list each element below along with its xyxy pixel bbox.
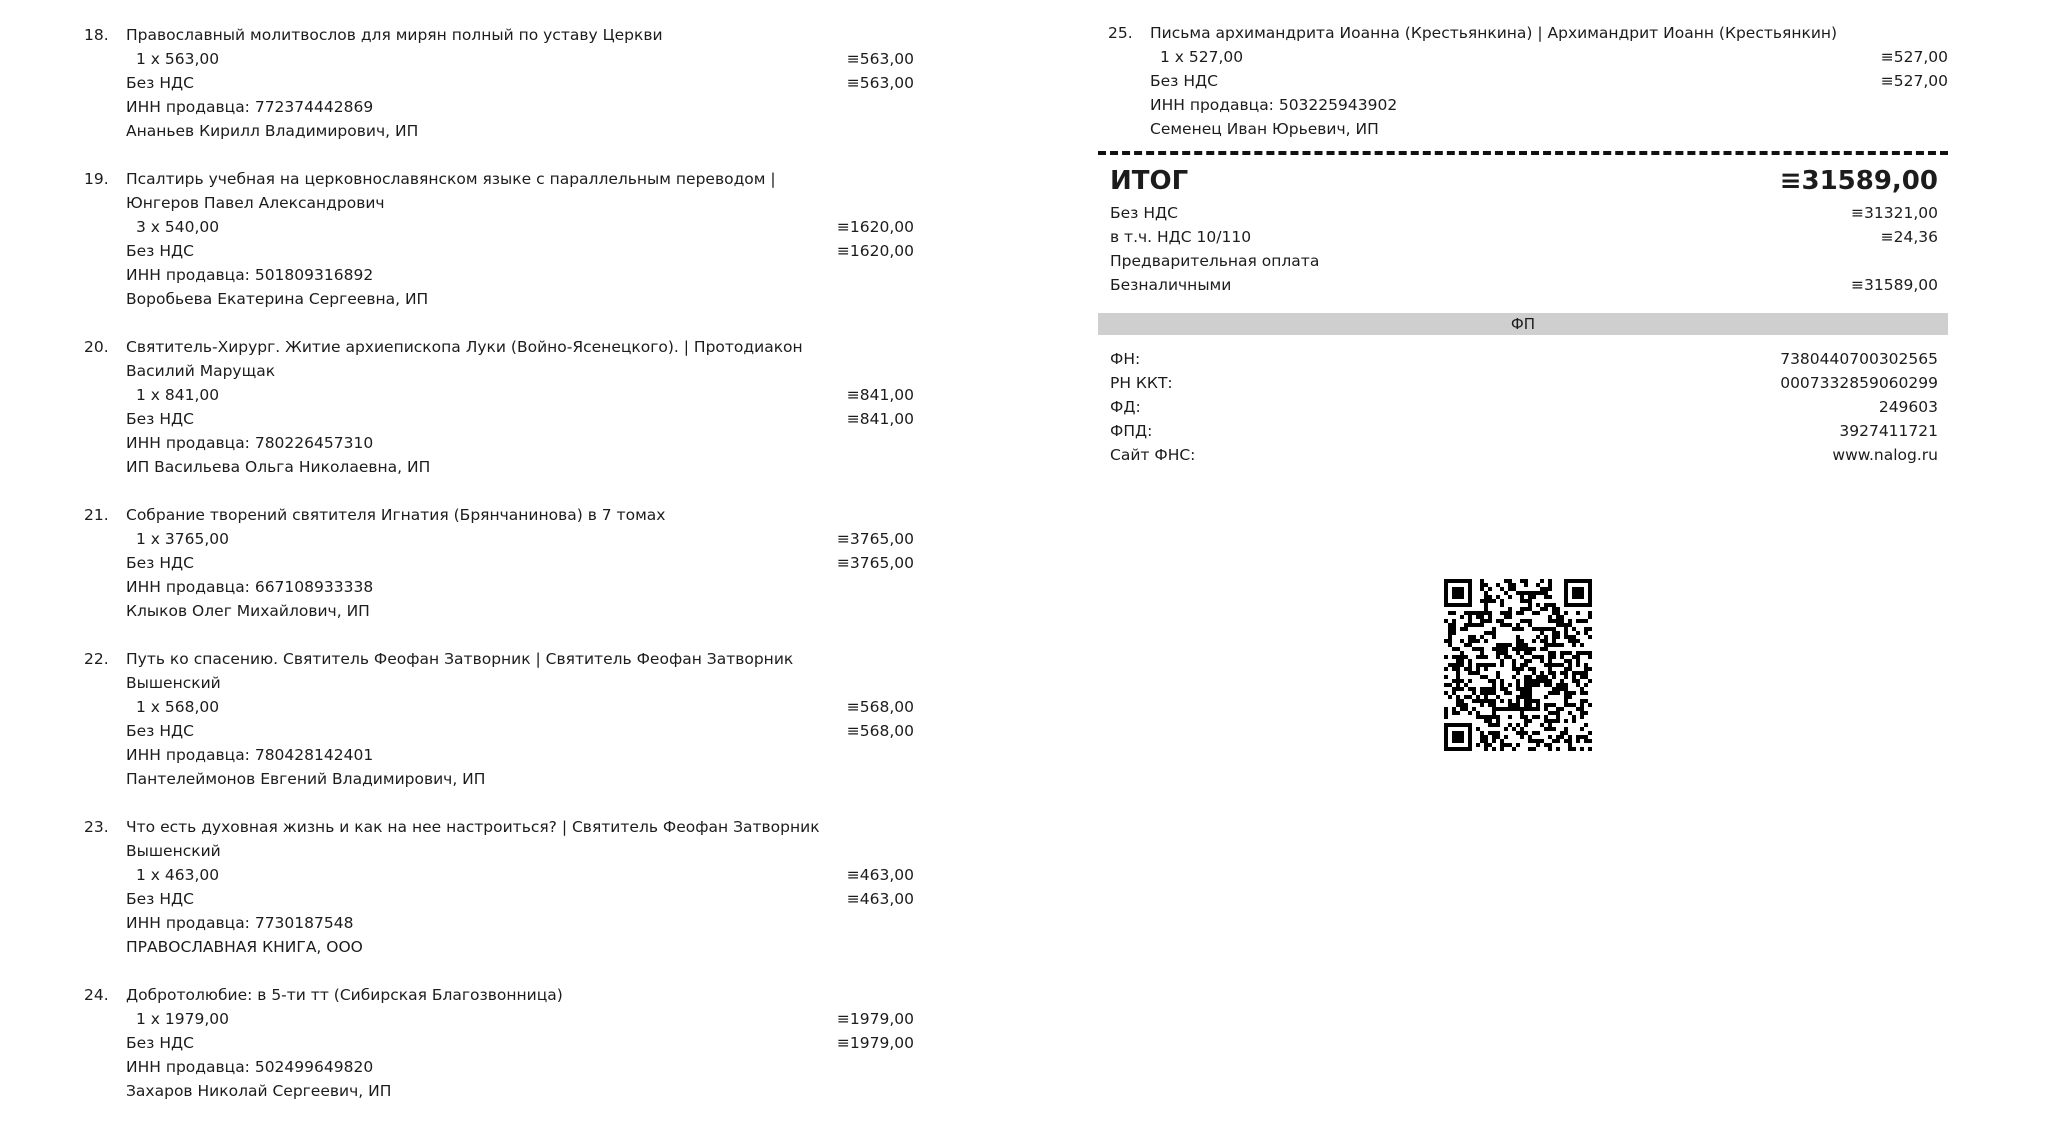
item-vat-sum: ≡563,00 [846,74,914,92]
vat-row: в т.ч. НДС 10/110 ≡24,36 [1110,228,1938,246]
item-seller-name: ПРАВОСЛАВНАЯ КНИГА, ООО [126,938,363,956]
item-vat-sum: ≡1620,00 [836,242,914,260]
fiscal-data-block [1110,347,1938,467]
item-vat-line [1108,69,1948,93]
item-seller-inn: ИНН продавца: 780226457310 [126,434,374,452]
qr-code-icon [1444,578,1592,752]
item-vat-label: Без НДС [1150,72,1218,90]
item-number: 21. [84,506,109,524]
item-quantity-sum: ≡3765,00 [836,530,914,548]
item-seller-name: ИП Васильева Ольга Николаевна, ИП [126,458,431,476]
item-quantity: 1 x 568,00 [136,698,220,716]
item-seller-inn: ИНН продавца: 772374442869 [126,98,374,116]
fiscal-row-fn: ФН: 7380440700302565 [1110,350,1938,368]
receipt-items-left [84,23,914,1127]
item-number: 20. [84,338,109,356]
item-quantity-sum: ≡1979,00 [836,1010,914,1028]
receipt-item-23 [84,815,914,959]
item-quantity-line [84,47,914,71]
item-vat-sum: ≡463,00 [846,890,914,908]
item-name: Письма архимандрита Иоанна (Крестьянкина) | Архимандрит Иоанн (Крестьянкин) [1150,24,1838,42]
item-seller-inn: ИНН продавца: 501809316892 [126,266,374,284]
item-seller-inn: ИНН продавца: 503225943902 [1150,96,1398,114]
item-name: Православный молитвослов для мирян полный по уставу Церкви [126,26,663,44]
receipt-item-24 [84,983,914,1103]
item-quantity: 1 x 563,00 [136,50,220,68]
item-quantity: 1 x 527,00 [1160,48,1244,66]
cashless-row: Безналичными ≡31589,00 [1110,276,1938,294]
totals-block [1110,161,1938,297]
item-seller-name: Захаров Николай Сергеевич, ИП [126,1082,392,1100]
total-row [1110,161,1938,201]
item-quantity: 1 x 1979,00 [136,1010,229,1028]
item-quantity: 3 x 540,00 [136,218,220,236]
receipt-item-18 [84,23,914,143]
item-vat-line [84,719,914,743]
item-vat-line [84,1031,914,1055]
receipt-item-19 [84,167,914,311]
item-number: 25. [1108,24,1133,42]
item-quantity-line [84,527,914,551]
item-quantity-line [84,863,914,887]
item-name: Святитель-Хирург. Житие архиепископа Луки (Войно-Ясенецкого). | Протодиакон Василий Марущак [126,338,803,380]
item-name: Псалтирь учебная на церковнославянском языке с параллельным переводом | Юнгеров Павел Александрович [126,170,776,212]
item-number: 22. [84,650,109,668]
fiscal-row-rn-kkt: РН ККТ: 0007332859060299 [1110,374,1938,392]
receipt-item-21 [84,503,914,623]
item-vat-sum: ≡1979,00 [836,1034,914,1052]
item-quantity-sum: ≡563,00 [846,50,914,68]
fiscal-row-fpd: ФПД: 3927411721 [1110,422,1938,440]
item-seller-inn: ИНН продавца: 7730187548 [126,914,354,932]
item-name: Собрание творений святителя Игнатия (Брянчанинова) в 7 томах [126,506,666,524]
item-quantity: 1 x 3765,00 [136,530,229,548]
item-vat-label: Без НДС [126,242,194,260]
receipt-item-22 [84,647,914,791]
item-seller-name: Пантелеймонов Евгений Владимирович, ИП [126,770,486,788]
fp-section-header: ФП [1098,313,1948,335]
item-quantity-sum: ≡841,00 [846,386,914,404]
item-quantity-sum: ≡527,00 [1880,48,1948,66]
dashed-divider [1098,151,1948,155]
receipt-summary-right [1098,21,1948,467]
receipt-item-25 [1108,21,1948,141]
item-vat-line [84,71,914,95]
item-name: Путь ко спасению. Святитель Феофан Затворник | Святитель Феофан Затворник Вышенский [126,650,794,692]
item-quantity-sum: ≡1620,00 [836,218,914,236]
item-seller-name: Клыков Олег Михайлович, ИП [126,602,370,620]
item-quantity-sum: ≡568,00 [846,698,914,716]
item-seller-inn: ИНН продавца: 667108933338 [126,578,374,596]
item-number: 19. [84,170,109,188]
item-name: Что есть духовная жизнь и как на нее настроиться? | Святитель Феофан Затворник Вышенский [126,818,820,860]
item-seller-name: Ананьев Кирилл Владимирович, ИП [126,122,419,140]
item-quantity-line [84,695,914,719]
item-quantity-line [84,1007,914,1031]
item-seller-inn: ИНН продавца: 502499649820 [126,1058,374,1076]
item-vat-label: Без НДС [126,74,194,92]
item-vat-label: Без НДС [126,1034,194,1052]
item-name: Добротолюбие: в 5-ти тт (Сибирская Благозвонница) [126,986,563,1004]
item-quantity-sum: ≡463,00 [846,866,914,884]
item-vat-line [84,407,914,431]
prepayment-row: Предварительная оплата [1110,252,1320,270]
item-quantity-line [1108,45,1948,69]
item-seller-name: Семенец Иван Юрьевич, ИП [1150,120,1379,138]
item-quantity: 1 x 463,00 [136,866,220,884]
item-quantity: 1 x 841,00 [136,386,220,404]
item-quantity-line [84,215,914,239]
item-vat-sum: ≡568,00 [846,722,914,740]
total-value: ≡31589,00 [1779,166,1938,196]
fiscal-row-site: Сайт ФНС: www.nalog.ru [1110,446,1938,464]
item-number: 24. [84,986,109,1004]
item-seller-name: Воробьева Екатерина Сергеевна, ИП [126,290,429,308]
item-vat-sum: ≡527,00 [1880,72,1948,90]
item-vat-label: Без НДС [126,722,194,740]
no-vat-row: Без НДС ≡31321,00 [1110,204,1938,222]
fiscal-row-fd: ФД: 249603 [1110,398,1938,416]
item-number: 23. [84,818,109,836]
item-vat-line [84,887,914,911]
item-quantity-line [84,383,914,407]
item-vat-sum: ≡3765,00 [836,554,914,572]
item-vat-label: Без НДС [126,410,194,428]
item-vat-line [84,239,914,263]
item-vat-line [84,551,914,575]
item-vat-label: Без НДС [126,554,194,572]
item-vat-sum: ≡841,00 [846,410,914,428]
item-vat-label: Без НДС [126,890,194,908]
item-seller-inn: ИНН продавца: 780428142401 [126,746,374,764]
total-label: ИТОГ [1110,166,1189,196]
item-number: 18. [84,26,109,44]
receipt-item-20 [84,335,914,479]
